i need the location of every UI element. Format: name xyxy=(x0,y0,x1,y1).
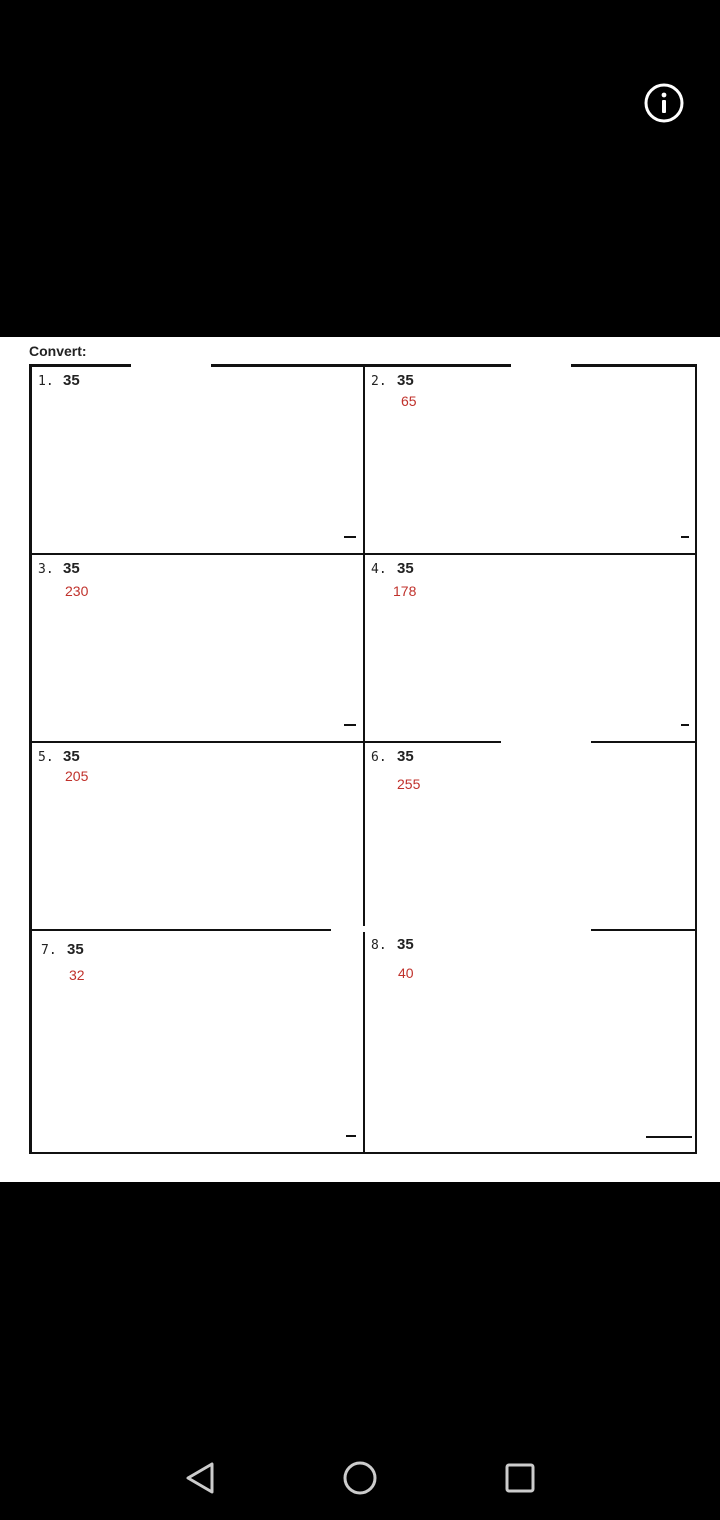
cell-5 xyxy=(31,742,364,930)
home-circle-icon xyxy=(340,1458,380,1498)
answer-line xyxy=(346,1135,356,1137)
whiteout-mark xyxy=(501,738,591,744)
cell-value: 35 xyxy=(63,372,80,389)
cell-answer: 40 xyxy=(398,965,414,981)
worksheet-grid xyxy=(29,364,697,1154)
recents-button[interactable] xyxy=(500,1458,540,1498)
convert-heading: Convert: xyxy=(29,343,87,359)
whiteout-mark xyxy=(131,362,211,368)
cell-value: 35 xyxy=(397,560,414,577)
cell-value: 35 xyxy=(397,372,414,389)
cell-8 xyxy=(364,930,697,1154)
cell-number: 5. xyxy=(38,750,54,765)
cell-1 xyxy=(31,366,364,554)
answer-line xyxy=(646,1136,692,1138)
cell-answer: 205 xyxy=(65,768,89,784)
answer-line xyxy=(344,536,356,538)
home-button[interactable] xyxy=(340,1458,380,1498)
cell-answer: 178 xyxy=(393,583,417,599)
answer-line xyxy=(681,724,689,726)
cell-number: 3. xyxy=(38,562,54,577)
cell-6 xyxy=(364,742,697,930)
cell-value: 35 xyxy=(67,941,84,958)
back-triangle-icon xyxy=(180,1458,220,1498)
recents-square-icon xyxy=(500,1458,540,1498)
cell-value: 35 xyxy=(397,936,414,953)
document-image xyxy=(0,337,720,1182)
cell-number: 1. xyxy=(38,374,54,389)
cell-2 xyxy=(364,366,697,554)
cell-number: 8. xyxy=(371,938,387,953)
back-button[interactable] xyxy=(180,1458,220,1498)
whiteout-mark xyxy=(511,362,571,368)
answer-line xyxy=(344,724,356,726)
cell-number: 7. xyxy=(41,943,57,958)
whiteout-mark xyxy=(331,926,591,932)
cell-number: 2. xyxy=(371,374,387,389)
cell-answer: 65 xyxy=(401,393,417,409)
cell-value: 35 xyxy=(63,560,80,577)
cell-answer: 32 xyxy=(69,967,85,983)
cell-4 xyxy=(364,554,697,742)
system-navigation-bar xyxy=(0,1440,720,1520)
answer-line xyxy=(681,536,689,538)
cell-3 xyxy=(31,554,364,742)
cell-answer: 255 xyxy=(397,776,421,792)
cell-7 xyxy=(31,930,364,1154)
info-button[interactable] xyxy=(643,82,685,124)
cell-number: 6. xyxy=(371,750,387,765)
cell-number: 4. xyxy=(371,562,387,577)
cell-value: 35 xyxy=(63,748,80,765)
info-icon xyxy=(643,82,685,124)
cell-answer: 230 xyxy=(65,583,89,599)
cell-value: 35 xyxy=(397,748,414,765)
